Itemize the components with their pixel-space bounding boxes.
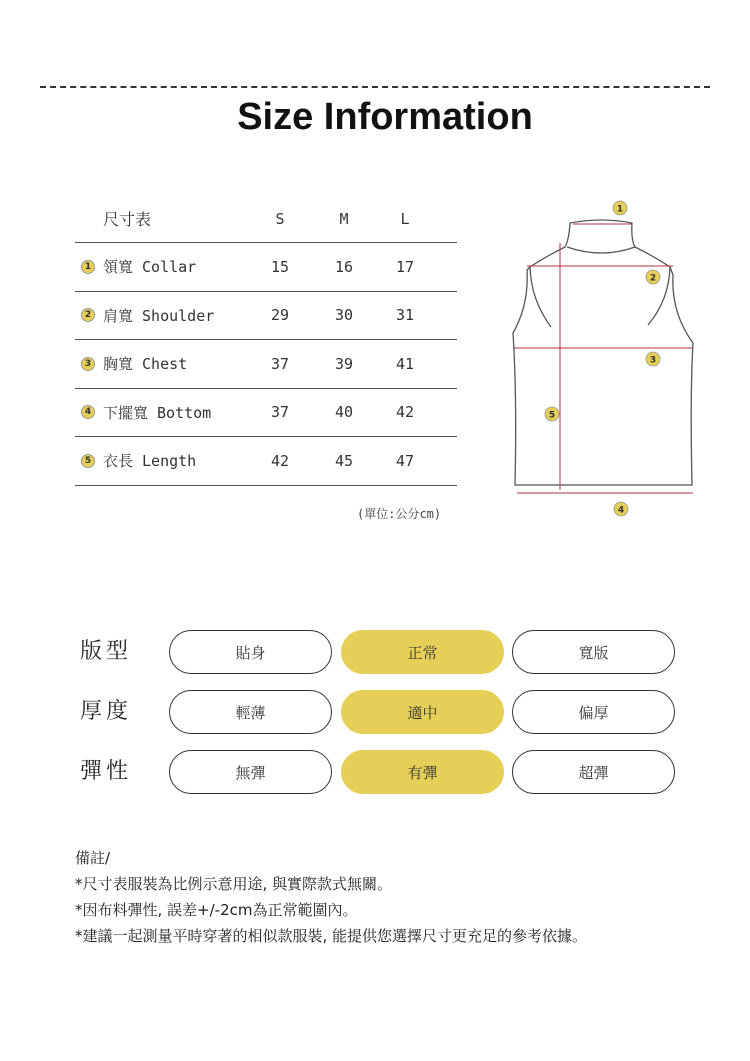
marker-1 [613, 201, 627, 215]
fit-option-loose: 寬版 [512, 630, 675, 674]
svg-text:2: 2 [649, 273, 657, 284]
number-badge: 2 [81, 308, 95, 322]
svg-text:4: 4 [617, 505, 625, 516]
cell-s: 42 [270, 451, 290, 470]
note-line: *尺寸表服裝為比例示意用途, 與實際款式無關。 [75, 875, 393, 893]
marker-4 [614, 502, 628, 516]
svg-text:3: 3 [649, 355, 657, 366]
table-row [75, 437, 457, 486]
cell-m: 16 [334, 257, 354, 276]
number-badge: 5 [81, 454, 95, 468]
row-label: 領寬 Collar [103, 258, 197, 277]
stretch-row [0, 750, 750, 796]
svg-text:5: 5 [548, 410, 556, 421]
cell-s: 15 [270, 257, 290, 276]
fit-label: 版型 [80, 639, 133, 664]
number-badge: 1 [81, 260, 95, 274]
size-table [75, 195, 457, 486]
cell-l: 17 [395, 257, 415, 276]
page-title: Size Information [237, 96, 533, 138]
notes [75, 845, 587, 949]
column-header-m: M [339, 209, 349, 228]
stretch-option-super: 超彈 [512, 750, 675, 794]
column-header-l: L [400, 209, 410, 228]
row-label: 下擺寬 Bottom [103, 403, 212, 422]
thickness-row [0, 690, 750, 736]
row-label: 肩寬 Shoulder [103, 306, 215, 325]
thickness-option-thin: 輕薄 [169, 690, 332, 734]
marker-5 [545, 407, 559, 421]
note-line: *因布料彈性, 誤差+/-2cm為正常範圍內。 [75, 901, 358, 919]
thickness-option-medium: 適中 [341, 690, 504, 734]
fit-option-regular: 正常 [341, 630, 504, 674]
table-row [75, 292, 457, 341]
stretch-label: 彈性 [80, 759, 133, 784]
cell-s: 37 [270, 354, 290, 373]
notes-heading: 備註/ [75, 849, 111, 867]
marker-3 [646, 352, 660, 366]
row-label: 胸寬 Chest [103, 355, 188, 374]
table-row [75, 340, 457, 389]
cell-m: 39 [334, 354, 354, 373]
vest-measurement-diagram [505, 195, 705, 520]
cell-m: 40 [334, 403, 354, 422]
cell-s: 29 [270, 306, 290, 325]
vest-outline [513, 220, 693, 485]
table-row [75, 243, 457, 292]
svg-text:1: 1 [616, 204, 624, 215]
thickness-label: 厚度 [80, 699, 133, 724]
cell-l: 31 [395, 306, 415, 325]
number-badge: 4 [81, 405, 95, 419]
note-line: *建議一起測量平時穿著的相似款服裝, 能提供您選擇尺寸更充足的參考依據。 [75, 927, 588, 945]
stretch-option-none: 無彈 [169, 750, 332, 794]
number-badge: 3 [81, 357, 95, 371]
unit-note: (單位:公分cm) [357, 507, 442, 521]
thickness-option-thick: 偏厚 [512, 690, 675, 734]
stretch-option-some: 有彈 [341, 750, 504, 794]
column-header-s: S [275, 209, 285, 228]
cell-l: 47 [395, 451, 415, 470]
cell-m: 30 [334, 306, 354, 325]
size-table-corner-label: 尺寸表 [103, 210, 152, 229]
table-row [75, 389, 457, 438]
dashed-divider [40, 86, 710, 88]
cell-l: 42 [395, 403, 415, 422]
cell-m: 45 [334, 451, 354, 470]
fit-row [0, 630, 750, 676]
fit-option-slim: 貼身 [169, 630, 332, 674]
row-label: 衣長 Length [103, 452, 197, 471]
cell-s: 37 [270, 403, 290, 422]
marker-2 [646, 270, 660, 284]
cell-l: 41 [395, 354, 415, 373]
size-table-header [75, 195, 457, 243]
